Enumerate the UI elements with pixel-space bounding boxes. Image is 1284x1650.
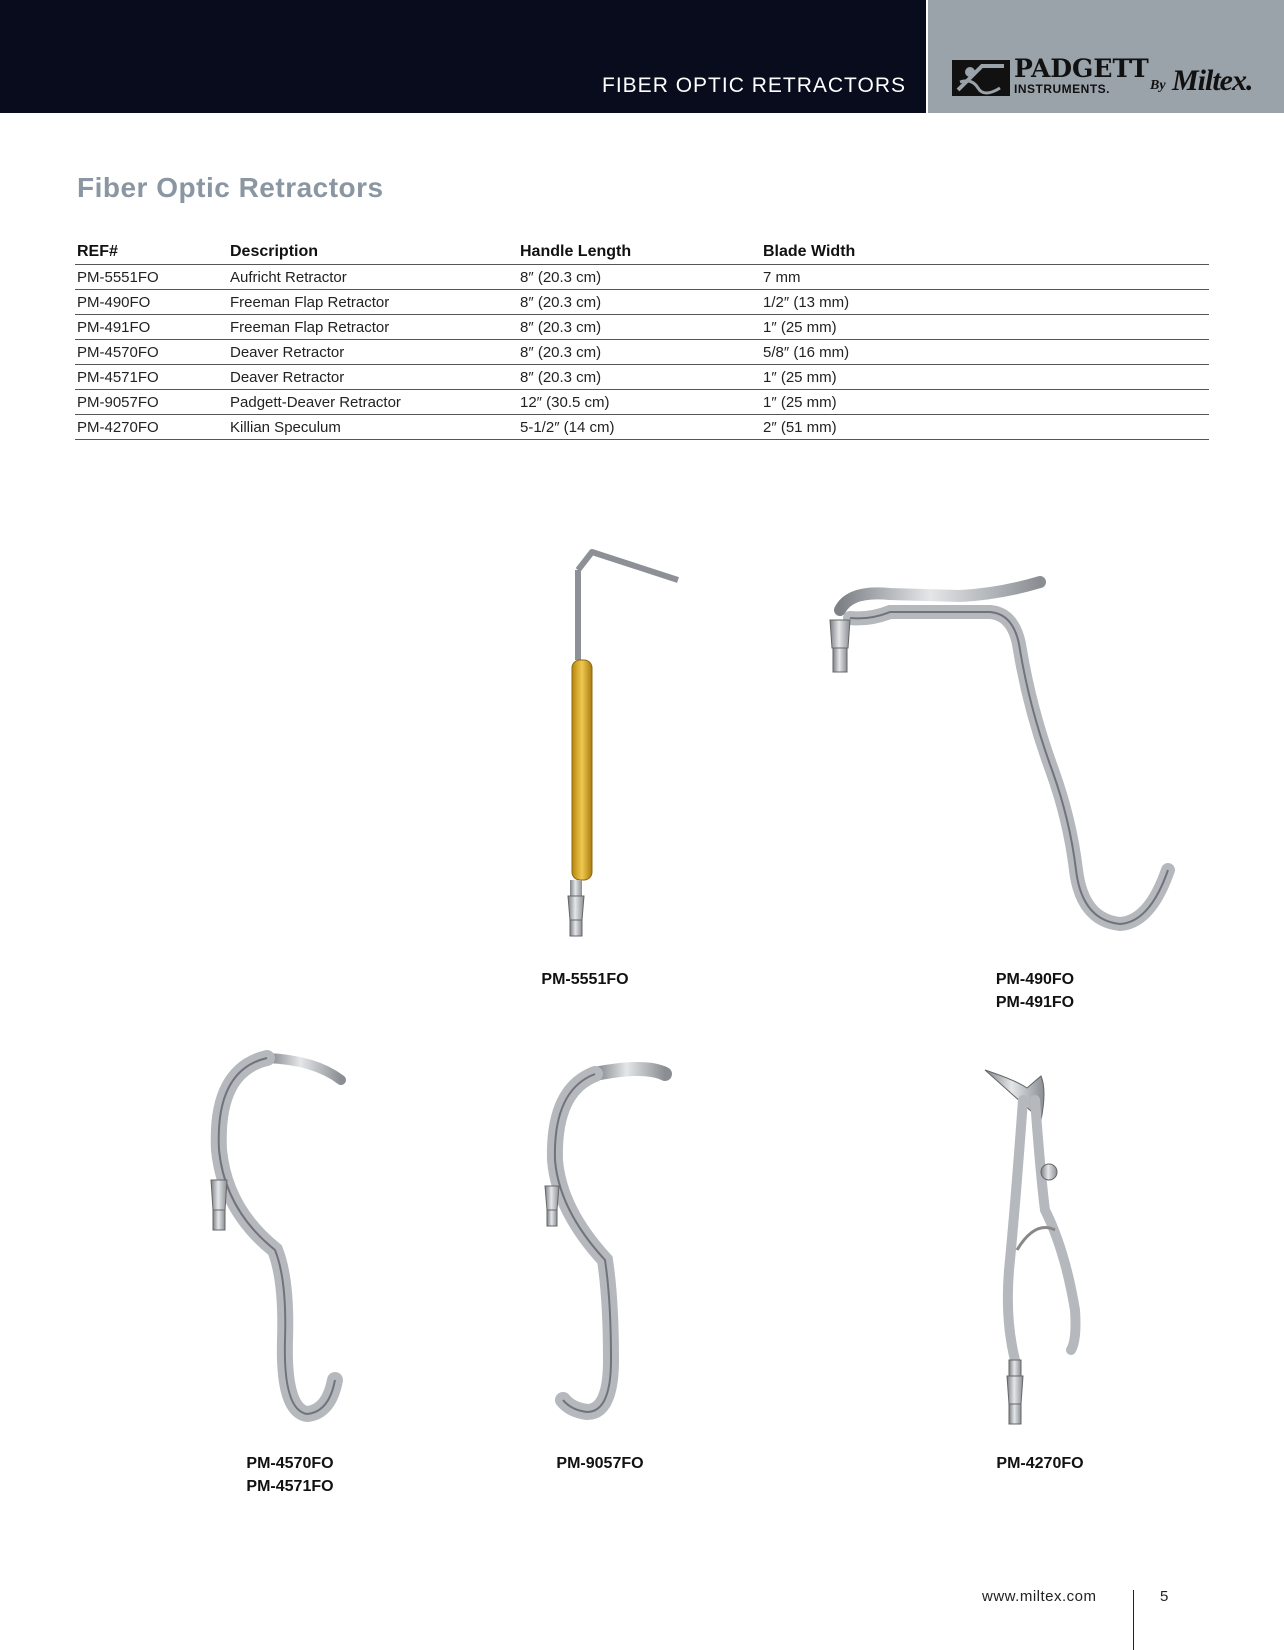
- brand-panel: [928, 0, 1284, 113]
- cell-ref: PM-4571FO: [75, 365, 228, 390]
- table-row: [75, 390, 1209, 415]
- cell-description: Killian Speculum: [228, 415, 518, 440]
- table-row: [75, 365, 1209, 390]
- cell-blade-width: 5/8″ (16 mm): [761, 340, 1209, 365]
- page-number: 5: [1160, 1588, 1169, 1605]
- cell-ref: PM-9057FO: [75, 390, 228, 415]
- figure-caption: [520, 968, 650, 991]
- cell-handle-length: 8″ (20.3 cm): [518, 315, 761, 340]
- cell-ref: PM-491FO: [75, 315, 228, 340]
- footer-url-link[interactable]: www.miltex.com: [982, 1588, 1097, 1605]
- table-row: [75, 340, 1209, 365]
- figure-caption: [980, 1452, 1100, 1475]
- page-title: Fiber Optic Retractors: [77, 172, 384, 203]
- cell-ref: PM-4570FO: [75, 340, 228, 365]
- table-row: [75, 265, 1209, 290]
- table-header-row: [75, 240, 1209, 265]
- logo-padgett-text: PADGETT: [1014, 54, 1149, 83]
- cell-description: Deaver Retractor: [228, 340, 518, 365]
- caption-line: PM-491FO: [995, 994, 1075, 1011]
- cell-description: Aufricht Retractor: [228, 265, 518, 290]
- figure-caption: [540, 1452, 660, 1475]
- cell-handle-length: 8″ (20.3 cm): [518, 265, 761, 290]
- cell-handle-length: 5-1/2″ (14 cm): [518, 415, 761, 440]
- spec-table: [75, 240, 1209, 440]
- killian-speculum-image: [975, 1060, 1105, 1440]
- column-header: Blade Width: [761, 240, 1209, 265]
- freeman-flap-retractor-image: [820, 560, 1180, 950]
- aufricht-retractor-image: [540, 540, 690, 940]
- table-row: [75, 290, 1209, 315]
- logo-miltex-text: Miltex.: [1172, 64, 1253, 97]
- caption-line: PM-5551FO: [541, 971, 629, 988]
- table-row: [75, 415, 1209, 440]
- cell-ref: PM-4270FO: [75, 415, 228, 440]
- cell-ref: PM-490FO: [75, 290, 228, 315]
- caption-line: PM-490FO: [995, 971, 1075, 988]
- table-row: [75, 315, 1209, 340]
- cell-description: Freeman Flap Retractor: [228, 315, 518, 340]
- column-header: Handle Length: [518, 240, 761, 265]
- cell-blade-width: 1″ (25 mm): [761, 390, 1209, 415]
- figure-caption: [215, 1452, 365, 1498]
- cell-blade-width: 7 mm: [761, 265, 1209, 290]
- cell-blade-width: 1″ (25 mm): [761, 315, 1209, 340]
- cell-handle-length: 8″ (20.3 cm): [518, 340, 761, 365]
- footer-divider: [1133, 1590, 1134, 1650]
- caption-line: PM-4270FO: [996, 1455, 1084, 1472]
- logo-instruments-text: INSTRUMENTS.: [1014, 82, 1110, 96]
- caption-line: PM-4571FO: [246, 1478, 334, 1495]
- padgett-miltex-logo: [952, 56, 1262, 100]
- cell-handle-length: 8″ (20.3 cm): [518, 290, 761, 315]
- figure-caption: [960, 968, 1110, 1014]
- column-header: REF#: [75, 240, 228, 265]
- cell-blade-width: 1″ (25 mm): [761, 365, 1209, 390]
- cell-description: Freeman Flap Retractor: [228, 290, 518, 315]
- deaver-retractor-image: [195, 1050, 365, 1430]
- caption-line: PM-9057FO: [556, 1455, 644, 1472]
- cell-description: Deaver Retractor: [228, 365, 518, 390]
- cell-handle-length: 8″ (20.3 cm): [518, 365, 761, 390]
- padgett-logo-mark-icon: [952, 60, 1010, 96]
- logo-by-text: By: [1150, 78, 1166, 93]
- cell-description: Padgett-Deaver Retractor: [228, 390, 518, 415]
- padgett-deaver-retractor-image: [535, 1060, 685, 1430]
- caption-line: PM-4570FO: [246, 1455, 334, 1472]
- cell-blade-width: 1/2″ (13 mm): [761, 290, 1209, 315]
- section-title: FIBER OPTIC RETRACTORS: [602, 74, 906, 97]
- cell-ref: PM-5551FO: [75, 265, 228, 290]
- column-header: Description: [228, 240, 518, 265]
- cell-blade-width: 2″ (51 mm): [761, 415, 1209, 440]
- cell-handle-length: 12″ (30.5 cm): [518, 390, 761, 415]
- header-bar: [0, 0, 926, 113]
